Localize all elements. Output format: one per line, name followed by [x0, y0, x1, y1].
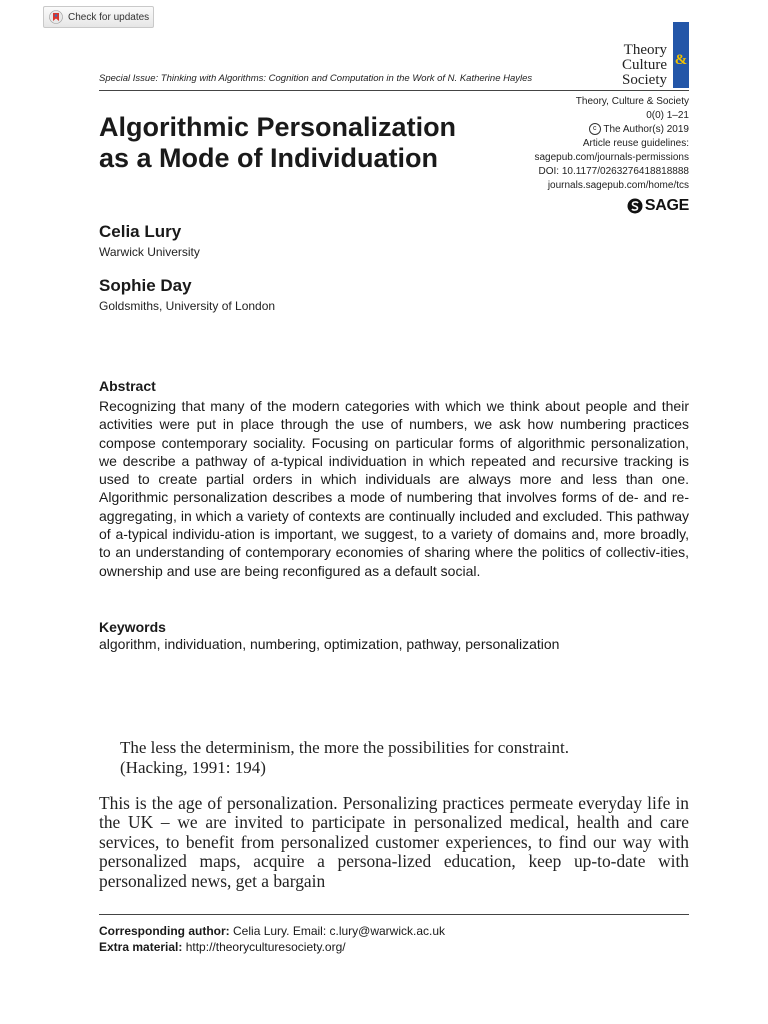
copyright-symbol: c: [589, 123, 601, 135]
keywords-heading: Keywords: [99, 619, 166, 635]
footer-rule: [99, 914, 689, 915]
meta-copyright: c The Author(s) 2019: [449, 123, 689, 137]
epigraph-quote: The less the determinism, the more the possibilities for constraint.: [120, 738, 569, 757]
extra-label: Extra material:: [99, 940, 183, 954]
sage-wordmark: SAGE: [644, 197, 689, 214]
author-affiliation: Goldsmiths, University of London: [99, 299, 276, 313]
corresponding-author: [99, 924, 689, 938]
sage-logo: [627, 197, 689, 215]
logo-ampersand: &: [674, 52, 688, 68]
journal-logo: [585, 22, 689, 90]
check-for-updates-label: Check for updates: [68, 11, 150, 23]
body-paragraph: This is the age of personalization. Personalizing practices permeate everyday life in the UK – we are invited to participate in personalized medical, health and care services, to benefit from personalized customer experiences, to find our way with personalized maps, acquire a persona-lized education, keep up-to-date with personalized news, get a bargain: [99, 793, 689, 891]
corresponding-text[interactable]: Celia Lury. Email: c.lury@warwick.ac.uk: [233, 924, 446, 938]
article-meta: [449, 95, 689, 193]
article-title: Algorithmic Personalization as a Mode of Individuation: [99, 112, 457, 173]
extra-material: [99, 940, 689, 954]
author-name: Celia Lury: [99, 222, 182, 241]
author-name: Sophie Day: [99, 276, 192, 295]
logo-word-theory: Theory: [623, 42, 667, 58]
author-affiliation: Warwick University: [99, 245, 200, 259]
logo-word-culture: Culture: [622, 57, 667, 73]
epigraph: [120, 738, 690, 778]
meta-volume: 0(0) 1–21: [646, 110, 689, 121]
meta-home-url[interactable]: journals.sagepub.com/home/tcs: [547, 180, 689, 191]
abstract-heading: Abstract: [99, 378, 156, 394]
meta-doi[interactable]: DOI: 10.1177/0263276418818888: [538, 166, 689, 177]
logo-word-society: Society: [622, 72, 667, 88]
meta-reuse-url[interactable]: sagepub.com/journals-permissions: [534, 152, 689, 163]
corresponding-label: Corresponding author:: [99, 924, 230, 938]
abstract-text: Recognizing that many of the modern categories with which we think about people and their activities were put in place through the use of numbers, we ask how numbering practices compose contemporary sociality. Focusing on particular forms of algorithmic personalization, we describe a pathway of a-typical individuation in which repeated and recursive tracking is used to create partial orders in which individuals are always more and less than one. Algorithmic personalization describes a mode of numbering that involves forms of de- and re- aggregating, in which a variety of contexts are continually included and excluded. This pathway of a-typical individu-ation is important, we suggest, to a variety of domains and, more broadly, to an understanding of contemporary economies of sharing where the politics of collectiv-ities, ownership and use are being reconfigured as a default social.: [99, 398, 689, 579]
extra-link[interactable]: http://theoryculturesociety.org/: [185, 940, 346, 954]
special-issue-line: Special Issue: Thinking with Algorithms: Cognition and Computation in the Work of N. Katherine Hayles: [99, 73, 533, 84]
epigraph-citation: (Hacking, 1991: 194): [120, 758, 266, 777]
meta-reuse-label: Article reuse guidelines:: [582, 138, 689, 149]
meta-journal: Theory, Culture & Society: [575, 96, 689, 107]
header-rule: [99, 90, 689, 91]
sage-s-icon: [627, 198, 643, 214]
check-for-updates-button[interactable]: [43, 6, 154, 28]
keywords-text: algorithm, individuation, numbering, optimization, pathway, personalization: [99, 636, 560, 652]
crossmark-icon: [49, 10, 63, 24]
